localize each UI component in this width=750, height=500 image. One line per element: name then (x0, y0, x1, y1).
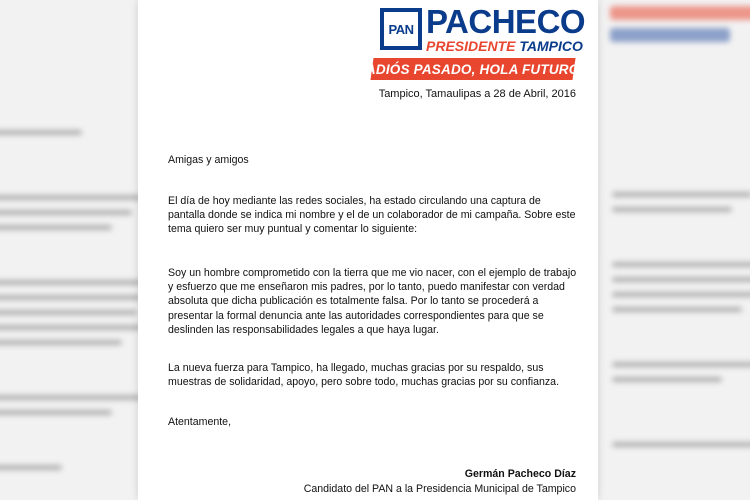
letter-paragraph-2: Soy un hombre comprometido con la tierra que me vio nacer, con el ejemplo de trabajo y esfuerzo que me enseñaron mis padres, por lo tanto, puedo manifestar con verdad absoluta que dicha publicación es totalmente falsa. Por lo tanto se procederá a presentar la formal denuncia ante las autoridades correspondientes para que se deslinden las responsabilidades legales a que haya lugar. (168, 267, 577, 336)
background-blur-left (0, 0, 160, 500)
logo-subtitle-role: PRESIDENTE (426, 38, 516, 54)
campaign-logo (366, 3, 586, 80)
letter-paragraph-3: La nueva fuerza para Tampico, ha llegado, muchas gracias por su respaldo, sus muestras de solidaridad, apoyo, pero sobre todo, muchas gracias por su confianza. (168, 362, 560, 389)
background-blur-right (600, 0, 750, 500)
logo-subtitle-city: TAMPICO (519, 38, 583, 54)
letter-paragraph-1: El día de hoy mediante las redes sociales, ha estado circulando una captura de pantalla donde se indica mi nombre y el de un colaborador de mi campaña. Sobre este tema quiero ser muy puntual y comentar lo siguiente: (168, 195, 576, 236)
pan-logo-text: PAN (388, 21, 414, 37)
pan-party-logo (380, 8, 422, 50)
letter-greeting: Amigas y amigos (168, 154, 249, 166)
letter-date: Tampico, Tamaulipas a 28 de Abril, 2016 (378, 88, 576, 100)
signature-title: Candidato del PAN a la Presidencia Municipal de Tampico (303, 483, 576, 495)
letter-closing: Atentamente, (168, 416, 232, 428)
signature-name: Germán Pacheco Díaz (464, 468, 576, 480)
logo-slogan-text: ADIÓS PASADO, HOLA FUTURO (366, 61, 580, 77)
logo-candidate-name: PACHECO (426, 3, 586, 40)
logo-slogan-banner (366, 58, 580, 80)
logo-subtitle (426, 38, 583, 54)
